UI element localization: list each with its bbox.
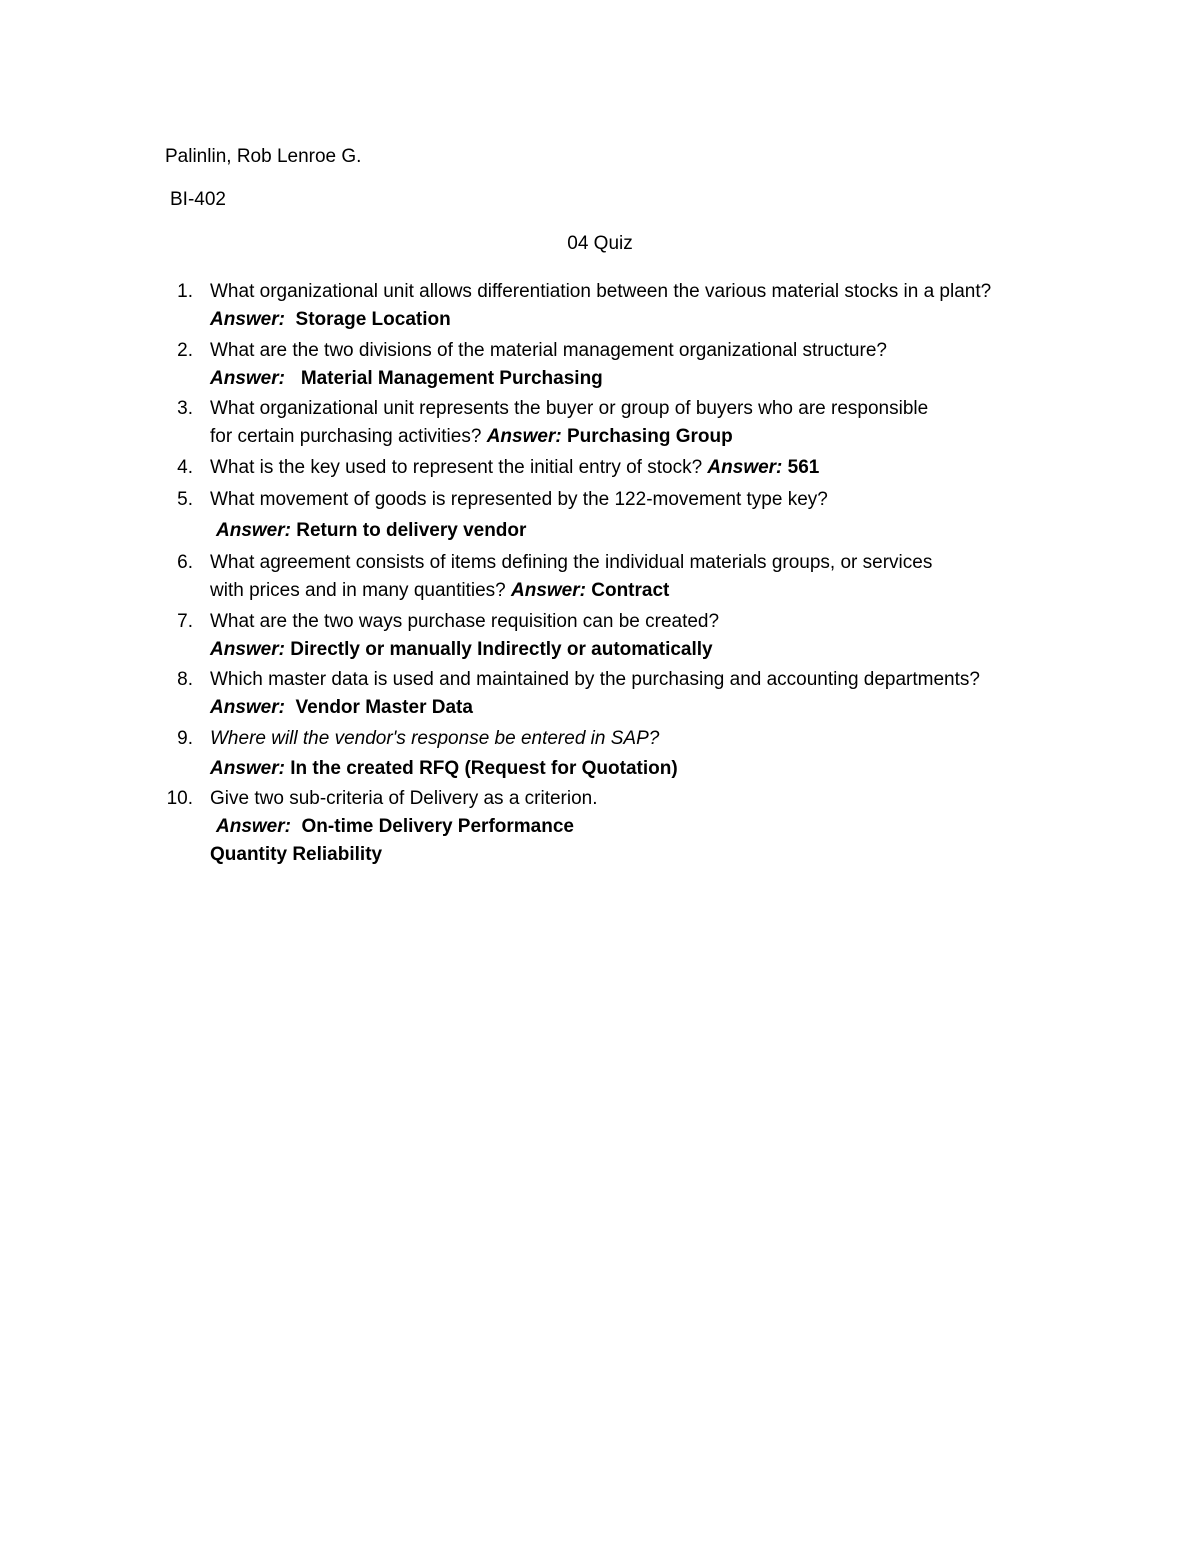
question-text: What movement of goods is represented by the 122-movement type key? (210, 489, 828, 510)
question-number: 6. (177, 552, 193, 573)
answer-label: Answer: (216, 520, 291, 541)
course-code: BI-402 (170, 189, 226, 210)
answer-label: Answer: (486, 426, 562, 447)
answer-text: Contract (591, 580, 670, 601)
question-number: 5. (177, 489, 193, 510)
answer-line (210, 367, 603, 391)
question-number: 9. (177, 728, 193, 749)
answer-line (210, 757, 678, 781)
answer-text: 561 (787, 457, 820, 478)
answer-text: Directly or manually Indirectly or automatically (290, 639, 713, 660)
answer-line (210, 696, 473, 720)
question-text-continued (210, 579, 669, 603)
answer-text: Material Management Purchasing (300, 368, 603, 389)
question-text: What is the key used to represent the initial entry of stock? (210, 457, 703, 478)
answer-label: Answer: (210, 368, 285, 389)
question-number: 4. (177, 457, 193, 478)
question-text: Which master data is used and maintained by the purchasing and accounting departments? (210, 669, 980, 690)
answer-text: Purchasing Group (566, 426, 733, 447)
answer-label: Answer: (511, 580, 586, 601)
question-text: What are the two ways purchase requisition can be created? (210, 611, 720, 632)
answer-text: On-time Delivery Performance (301, 816, 574, 837)
answer-text-line2: Quantity Reliability (210, 844, 383, 865)
answer-line (210, 638, 713, 662)
answer-label: Answer: (210, 309, 285, 330)
question-text: What agreement consists of items defining the individual materials groups, or services (210, 552, 933, 573)
answer-line (210, 308, 451, 332)
author-name: Palinlin, Rob Lenroe G. (165, 146, 362, 167)
question-number: 2. (177, 340, 193, 361)
question-text: Where will the vendor's response be entered in SAP? (210, 728, 660, 749)
question-number: 3. (177, 398, 193, 419)
answer-text: In the created RFQ (Request for Quotation) (290, 758, 678, 779)
answer-line (216, 519, 526, 543)
question-text-line2: for certain purchasing activities? (210, 426, 482, 447)
answer-label: Answer: (210, 758, 285, 779)
question-number: 8. (177, 669, 193, 690)
answer-label: Answer: (216, 816, 291, 837)
question-text-continued (210, 425, 733, 449)
answer-label: Answer: (707, 457, 783, 478)
question-text: What organizational unit allows differentiation between the various material stocks in a plant? (210, 281, 992, 302)
question-number: 7. (177, 611, 193, 632)
answer-label: Answer: (210, 639, 285, 660)
document-title: 04 Quiz (567, 233, 633, 254)
answer-text: Storage Location (295, 309, 451, 330)
question-text: What organizational unit represents the buyer or group of buyers who are responsible (210, 398, 929, 419)
question-text-line2: with prices and in many quantities? (210, 580, 506, 601)
answer-text: Vendor Master Data (295, 697, 473, 718)
question-line (210, 456, 819, 480)
question-text: What are the two divisions of the material management organizational structure? (210, 340, 887, 361)
answer-text: Return to delivery vendor (296, 520, 527, 541)
answer-line (216, 815, 574, 839)
question-number: 1. (177, 281, 193, 302)
question-number: 10. (166, 788, 193, 809)
answer-label: Answer: (210, 697, 285, 718)
question-text: Give two sub-criteria of Delivery as a criterion. (210, 788, 598, 809)
